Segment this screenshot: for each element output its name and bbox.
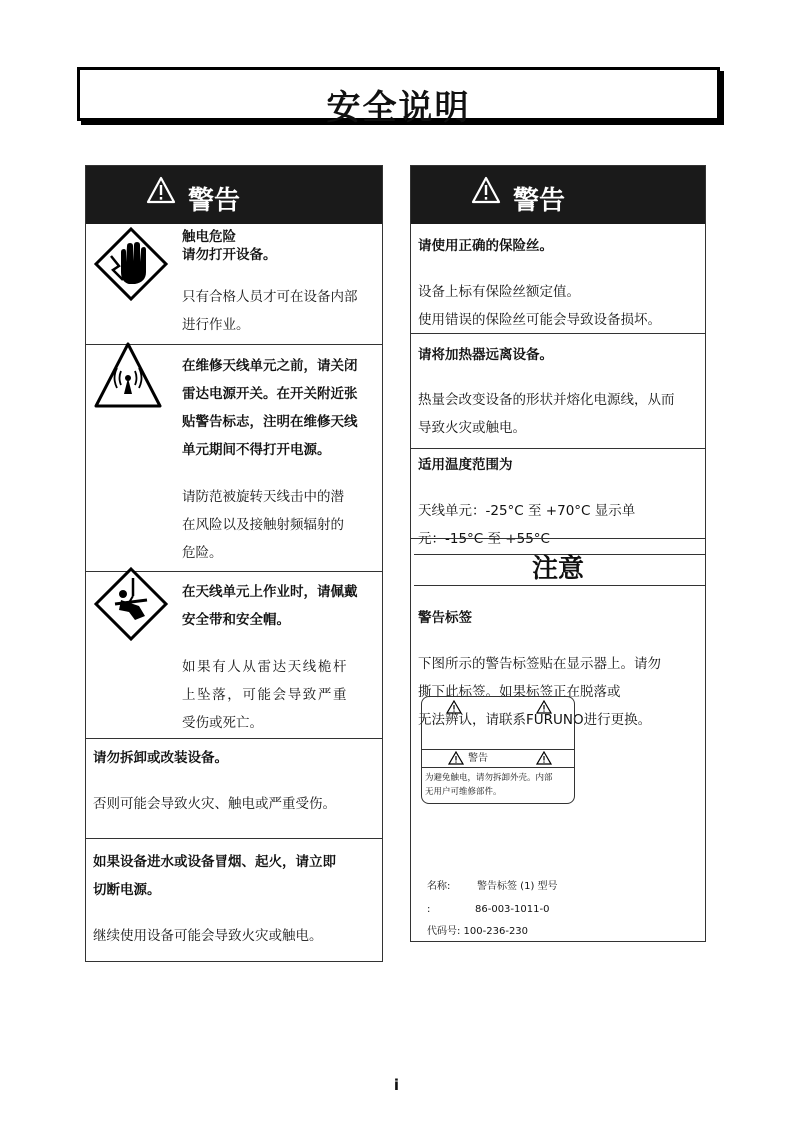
- fall-risk-text: 如果有人从雷达天线桅杆: [182, 659, 349, 675]
- caution-title: 注意: [531, 554, 584, 584]
- radiation-warning-icon: [92, 338, 164, 410]
- section-divider: [411, 538, 705, 539]
- heater-text: 热量会改变设备的形状并熔化电源线，从而: [418, 392, 675, 408]
- title-box: [77, 67, 720, 128]
- antenna-risk-text: 请防范被旋转天线击中的潜: [182, 489, 344, 505]
- shock-warning-text: 进行作业。: [182, 317, 250, 333]
- fall-risk-text: 上坠落，可能会导致严重: [182, 687, 349, 703]
- temperature-range-text: 元：-15°C 至 +55°C: [418, 531, 550, 547]
- shock-warning-instruction: 请勿打开设备。: [182, 247, 277, 263]
- label-code: 代码号: 100-236-230: [427, 926, 529, 937]
- warning-label-illustration: [421, 696, 575, 804]
- power-off-warning: 如果设备进水或设备冒烟、起火，请立即: [93, 854, 336, 870]
- temperature-range-text: 天线单元：-25°C 至 +70°C 显示单: [418, 503, 636, 519]
- section-divider: [86, 738, 382, 739]
- fuse-text: 设备上标有保险丝额定值。: [418, 284, 580, 300]
- warning-label-text: 撕下此标签。如果标签正在脱落或: [418, 684, 621, 700]
- antenna-risk-text: 危险。: [182, 545, 223, 561]
- heater-warning: 请将加热器远离设备。: [418, 347, 553, 363]
- shock-warning-title: 触电危险: [182, 229, 236, 245]
- power-off-text: 继续使用设备可能会导致火灾或触电。: [93, 928, 323, 944]
- antenna-maintenance-warning: 单元期间不得打开电源。: [182, 442, 331, 458]
- label-warning-text: 为避免触电，请勿拆卸外壳。内部: [425, 773, 553, 783]
- fall-risk-text: 受伤或死亡。: [182, 715, 263, 731]
- warning-triangle-icon: [446, 700, 462, 714]
- antenna-maintenance-warning: 贴警告标志，注明在维修天线: [182, 414, 358, 430]
- fuse-warning: 请使用正确的保险丝。: [418, 238, 553, 254]
- section-divider: [411, 333, 705, 334]
- right-warning-column: [410, 165, 706, 942]
- heater-text: 导致火灾或触电。: [418, 420, 526, 436]
- label-model-key: :: [427, 904, 431, 915]
- warning-triangle-icon: [471, 176, 501, 204]
- no-disassembly-warning: 请勿拆卸或改装设备。: [93, 750, 228, 766]
- left-warning-column: [85, 165, 383, 962]
- label-name-key: 名称:: [427, 881, 451, 892]
- label-model-value: 86-003-1011-0: [475, 904, 550, 915]
- warning-triangle-icon: [146, 176, 176, 204]
- section-divider: [411, 448, 705, 449]
- label-warning-title: 警告: [468, 753, 488, 764]
- left-warning-header: [86, 166, 382, 224]
- antenna-maintenance-warning: 雷达电源开关。在开关附近张: [182, 386, 358, 402]
- page-number: i: [393, 1076, 400, 1094]
- warning-label-title: 警告标签: [418, 610, 472, 626]
- label-warning-text: 无用户可维修部件。: [425, 787, 502, 797]
- power-off-warning: 切断电源。: [93, 882, 161, 898]
- fall-hazard-icon: [93, 566, 169, 642]
- no-disassembly-text: 否则可能会导致火灾、触电或严重受伤。: [93, 796, 336, 812]
- shock-warning-text: 只有合格人员才可在设备内部: [182, 289, 358, 305]
- label-divider: [422, 767, 574, 768]
- antenna-maintenance-warning: 在维修天线单元之前，请关闭: [182, 358, 358, 374]
- safety-gear-warning: 在天线单元上作业时，请佩戴: [182, 584, 358, 600]
- warning-triangle-icon: [448, 751, 464, 765]
- warning-triangle-icon: [536, 751, 552, 765]
- section-divider: [86, 838, 382, 839]
- warning-label-text: 无法辨认，请联系FURUNO进行更换。: [418, 712, 652, 728]
- label-name-value: 警告标签 (1) 型号: [477, 881, 558, 892]
- left-warning-title: 警告: [188, 186, 241, 216]
- fuse-text: 使用错误的保险丝可能会导致设备损坏。: [418, 312, 661, 328]
- warning-triangle-icon: [536, 700, 552, 714]
- label-divider: [422, 749, 574, 750]
- safety-gear-warning: 安全带和安全帽。: [182, 612, 290, 628]
- right-warning-header: [411, 166, 705, 224]
- right-warning-title: 警告: [513, 186, 566, 216]
- antenna-risk-text: 在风险以及接触射频辐射的: [182, 517, 344, 533]
- electric-shock-icon: [93, 226, 169, 302]
- page-title: 安全说明: [326, 88, 471, 128]
- temperature-range-title: 适用温度范围为: [418, 457, 513, 473]
- warning-label-text: 下图所示的警告标签贴在显示器上。请勿: [418, 656, 661, 672]
